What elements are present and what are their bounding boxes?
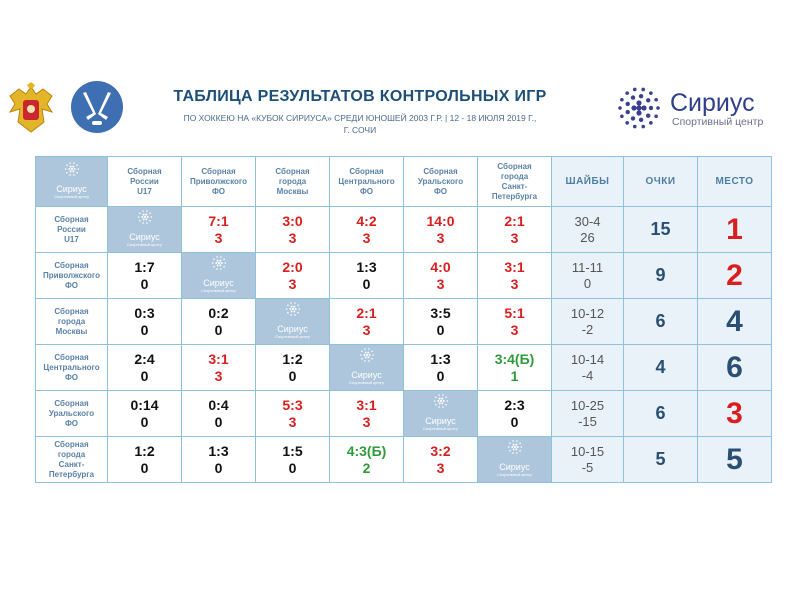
match-result-cell [330,207,404,253]
match-points: 1 [510,367,519,384]
match-result-cell [108,345,182,391]
hockey-sticks-icon [70,80,124,134]
points-cell [624,345,698,391]
match-points: 0 [140,275,149,292]
diagonal-logo-cell [478,437,552,483]
logo-subtitle: Спортивный центр [423,426,458,431]
diagonal-logo-cell [108,207,182,253]
diagonal-logo-cell [256,299,330,345]
match-score: 2:1 [504,212,525,229]
sirius-logo [127,208,162,247]
brand-name: Сириус [670,89,755,117]
match-points: 3 [362,413,371,430]
match-score: 4:3(Б) [346,442,387,459]
match-score: 3:2 [430,442,451,459]
row-header: Сборная Уральского ФО [36,391,108,437]
match-result-cell [330,299,404,345]
match-score: 4:0 [430,258,451,275]
place-value: 2 [726,258,743,292]
match-result-cell [478,345,552,391]
sirius-dots-icon [432,392,450,410]
row-header: Сборная Центрального ФО [36,345,108,391]
match-points: 3 [288,229,297,246]
match-score: 7:1 [208,212,229,229]
diagonal-logo-cell [182,253,256,299]
match-result-cell [256,345,330,391]
column-header: Сборная Уральского ФО [404,157,478,207]
goals-ratio: 30-4 [574,213,601,229]
match-result-cell [330,253,404,299]
match-points: 0 [436,321,445,338]
place-cell [698,207,772,253]
match-points: 3 [362,321,371,338]
match-score: 2:1 [356,304,377,321]
match-points: 3 [436,229,445,246]
coat-of-arms-icon [4,82,58,136]
match-points: 0 [214,413,223,430]
points-value: 15 [650,219,671,239]
logo-name: Сириус [129,232,160,242]
match-score: 2:0 [282,258,303,275]
match-result-cell [404,437,478,483]
match-score: 1:2 [134,442,155,459]
place-cell [698,253,772,299]
sirius-dots-icon [614,83,664,133]
match-score: 3:1 [356,396,377,413]
match-result-cell [256,253,330,299]
match-result-cell [404,299,478,345]
sirius-logo [497,438,532,477]
goals-difference: -15 [578,413,597,429]
column-header: Сборная города Санкт- Петербурга [478,157,552,207]
match-score: 3:4(Б) [494,350,535,367]
match-result-cell [108,391,182,437]
match-points: 3 [510,275,519,292]
match-points: 3 [436,459,445,476]
goals-cell [552,437,624,483]
place-cell [698,345,772,391]
match-points: 3 [436,275,445,292]
points-cell [624,391,698,437]
table-row [36,253,772,299]
table-row [36,345,772,391]
row-header: Сборная города Москвы [36,299,108,345]
match-points: 3 [288,275,297,292]
match-points: 0 [140,321,149,338]
points-value: 6 [655,403,666,423]
match-result-cell [256,207,330,253]
points-cell [624,207,698,253]
subtitle-line: Г. СОЧИ [343,125,377,135]
match-result-cell [256,437,330,483]
logo-subtitle: Спортивный центр [275,334,310,339]
page-header [0,70,800,150]
points-value: 4 [655,357,666,377]
place-cell [698,437,772,483]
match-points: 0 [214,321,223,338]
points-value: 9 [655,265,666,285]
goals-difference: 26 [580,229,595,245]
match-result-cell [182,207,256,253]
place-value: 6 [726,350,743,384]
match-score: 3:5 [430,304,451,321]
match-result-cell [478,299,552,345]
goals-difference: -2 [581,321,594,337]
match-points: 0 [362,275,371,292]
match-result-cell [404,253,478,299]
table-row [36,391,772,437]
match-score: 1:5 [282,442,303,459]
page-subtitle [150,112,570,136]
match-points: 3 [510,321,519,338]
sirius-dots-icon [358,346,376,364]
goals-difference: 0 [583,275,592,291]
column-header: Сборная России U17 [108,157,182,207]
match-points: 3 [288,413,297,430]
match-score: 3:1 [504,258,525,275]
match-result-cell [404,207,478,253]
points-cell [624,437,698,483]
match-points: 3 [510,229,519,246]
match-score: 5:1 [504,304,525,321]
brand-logo [614,83,794,133]
logo-name: Сириус [499,462,530,472]
match-points: 0 [436,367,445,384]
sirius-logo [201,254,236,293]
points-value: 6 [655,311,666,331]
diagonal-logo-cell [330,345,404,391]
match-result-cell [330,391,404,437]
match-score: 3:0 [282,212,303,229]
match-points: 0 [214,459,223,476]
match-score: 0:2 [208,304,229,321]
goals-ratio: 10-14 [570,351,605,367]
match-score: 14:0 [426,212,455,229]
goals-ratio: 11-11 [571,259,604,275]
goals-ratio: 10-15 [570,443,605,459]
match-result-cell [108,253,182,299]
match-result-cell [182,437,256,483]
logo-name: Сириус [56,184,87,194]
match-points: 0 [140,413,149,430]
summary-header: ШАЙБЫ [552,157,624,207]
match-points: 0 [140,459,149,476]
points-value: 5 [655,449,666,469]
match-result-cell [182,345,256,391]
column-header: Сборная Приволжского ФО [182,157,256,207]
place-cell [698,299,772,345]
match-result-cell [182,299,256,345]
match-result-cell [108,299,182,345]
goals-difference: -5 [581,459,594,475]
match-score: 2:3 [504,396,525,413]
table-row [36,299,772,345]
match-score: 1:3 [208,442,229,459]
match-points: 2 [362,459,371,476]
column-header: Сборная города Москвы [256,157,330,207]
match-points: 3 [362,229,371,246]
summary-header: МЕСТО [698,157,772,207]
subtitle-line: ПО ХОККЕЮ НА «КУБОК СИРИУСА» СРЕДИ ЮНОШЕЙ 2003 Г.Р. | 12 - 18 ИЮЛЯ 2019 Г., [183,113,537,123]
logo-name: Сириус [203,278,234,288]
match-points: 0 [288,367,297,384]
points-cell [624,253,698,299]
sirius-logo [349,346,384,385]
logo-name: Сириус [425,416,456,426]
match-points: 0 [510,413,519,430]
sirius-dots-icon [136,208,154,226]
match-result-cell [182,391,256,437]
match-score: 1:2 [282,350,303,367]
match-result-cell [478,207,552,253]
goals-cell [552,299,624,345]
header-row [36,157,772,207]
goals-difference: -4 [581,367,594,383]
goals-cell [552,207,624,253]
match-score: 0:14 [130,396,159,413]
logo-subtitle: Спортивный центр [349,380,384,385]
place-cell [698,391,772,437]
match-score: 2:4 [134,350,155,367]
match-result-cell [478,253,552,299]
goals-ratio: 10-25 [570,397,605,413]
match-points: 0 [288,459,297,476]
match-score: 4:2 [356,212,377,229]
logo-name: Сириус [351,370,382,380]
table-row [36,437,772,483]
logo-subtitle: Спортивный центр [127,242,162,247]
match-score: 5:3 [282,396,303,413]
match-score: 0:4 [208,396,229,413]
match-result-cell [108,437,182,483]
match-score: 1:3 [430,350,451,367]
place-value: 4 [726,304,743,338]
match-score: 0:3 [134,304,155,321]
page-title: ТАБЛИЦА РЕЗУЛЬТАТОВ КОНТРОЛЬНЫХ ИГР [173,88,547,105]
brand-subtitle: Спортивный центр [672,116,764,128]
table-row [36,207,772,253]
logo-subtitle: Спортивный центр [54,194,89,199]
goals-cell [552,345,624,391]
match-points: 0 [140,367,149,384]
match-score: 1:3 [356,258,377,275]
corner-logo-cell [36,157,108,207]
summary-header: ОЧКИ [624,157,698,207]
column-header: Сборная Центрального ФО [330,157,404,207]
sirius-dots-icon [63,160,81,178]
place-value: 1 [726,212,743,246]
sirius-logo [423,392,458,431]
match-result-cell [478,391,552,437]
match-score: 1:7 [134,258,155,275]
row-header: Сборная России U17 [36,207,108,253]
sirius-dots-icon [506,438,524,456]
match-points: 3 [214,229,223,246]
place-value: 5 [726,442,743,476]
sirius-dots-icon [210,254,228,272]
logo-name: Сириус [277,324,308,334]
match-result-cell [330,437,404,483]
goals-ratio: 10-12 [570,305,605,321]
logo-subtitle: Спортивный центр [201,288,236,293]
match-score: 3:1 [208,350,229,367]
sirius-logo [275,300,310,339]
row-header: Сборная Приволжского ФО [36,253,108,299]
points-cell [624,299,698,345]
goals-cell [552,253,624,299]
sirius-dots-icon [284,300,302,318]
sirius-logo [54,160,89,199]
match-result-cell [404,345,478,391]
logo-subtitle: Спортивный центр [497,472,532,477]
row-header: Сборная города Санкт- Петербурга [36,437,108,483]
match-points: 3 [214,367,223,384]
results-table [35,156,772,483]
goals-cell [552,391,624,437]
diagonal-logo-cell [404,391,478,437]
match-result-cell [256,391,330,437]
place-value: 3 [726,396,743,430]
